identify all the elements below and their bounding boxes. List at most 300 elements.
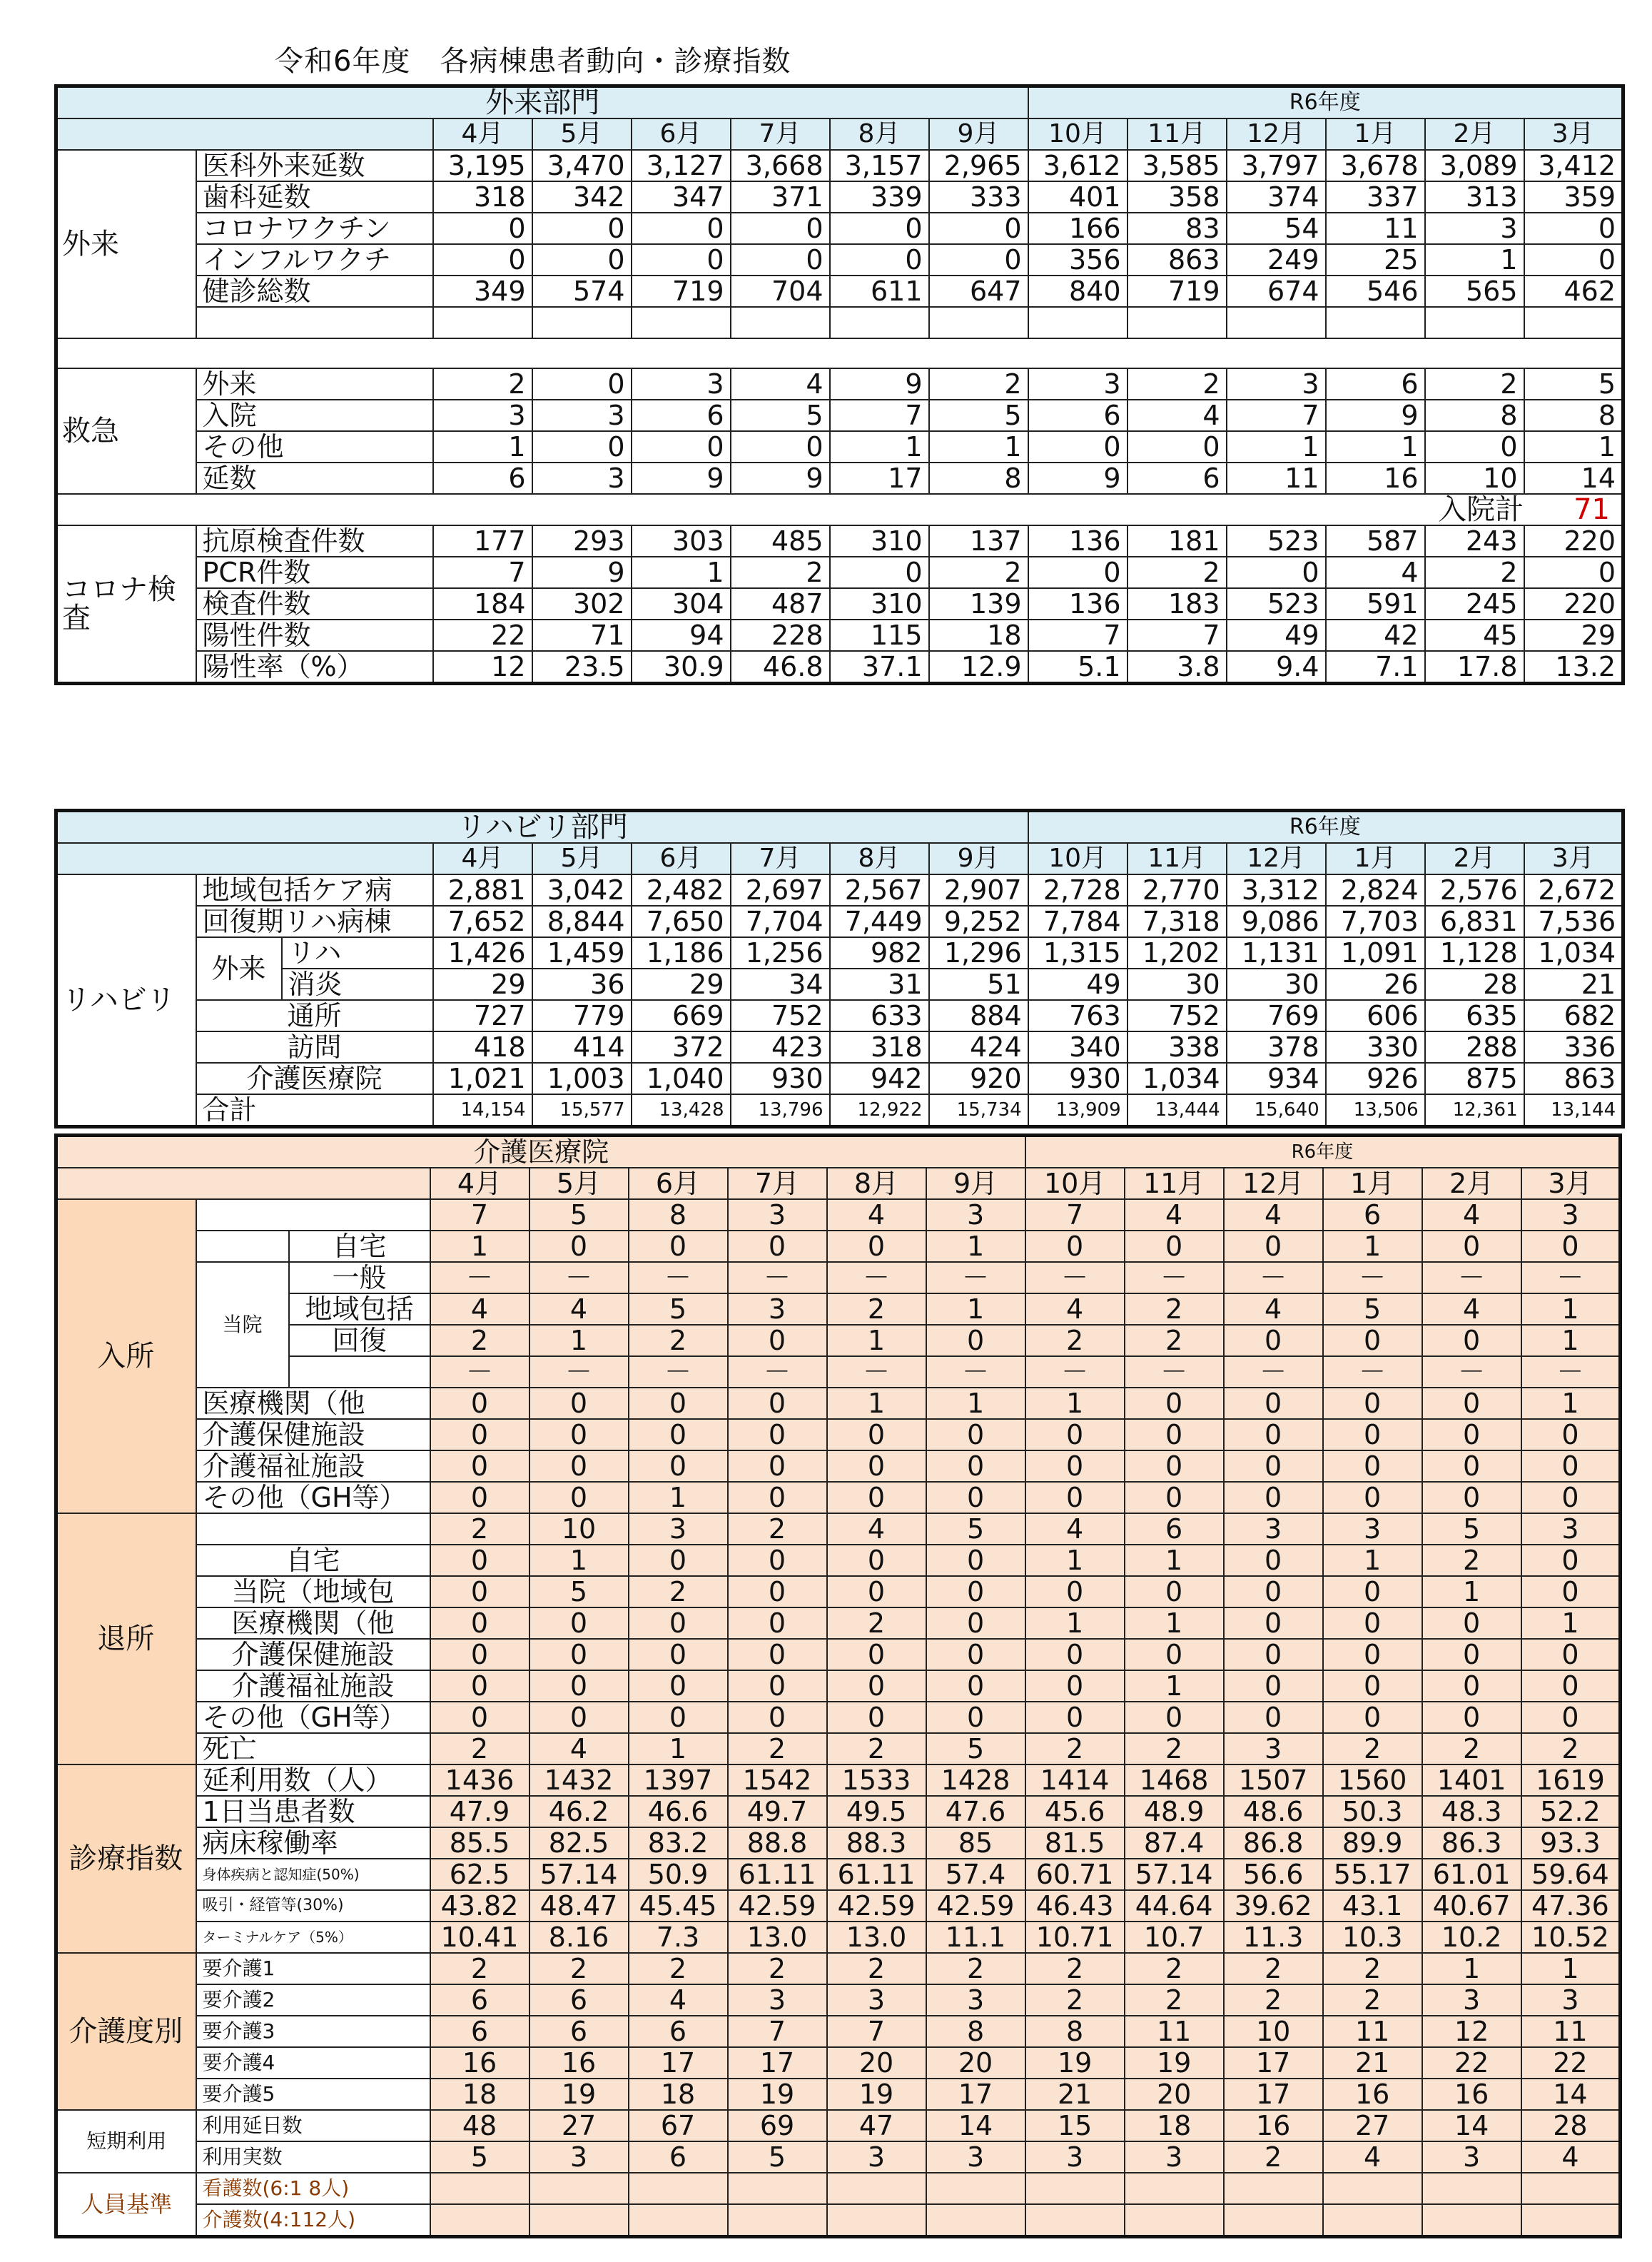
value-cell: 6 — [632, 400, 731, 431]
blank-cell — [1425, 307, 1524, 338]
row-label: 身体疾病と認知症(50%) — [196, 1859, 430, 1890]
value-cell: 9.4 — [1227, 651, 1326, 684]
value-cell: 1 — [433, 431, 532, 463]
value-cell: 0 — [529, 1388, 629, 1419]
value-cell — [1521, 2204, 1621, 2237]
value-cell: 177 — [433, 525, 532, 557]
value-cell: 8 — [1425, 400, 1524, 431]
value-cell: 0 — [1125, 1639, 1224, 1670]
value-cell: 1 — [929, 431, 1028, 463]
value-cell: 5 — [529, 1199, 629, 1231]
value-cell: 5 — [926, 1733, 1025, 1764]
group-label-discharge: 退所 — [56, 1513, 196, 1764]
value-cell: 1 — [1025, 1388, 1125, 1419]
value-cell: 7,650 — [632, 906, 731, 937]
value-cell: 14 — [1524, 463, 1623, 494]
value-cell: 2 — [529, 1953, 629, 1984]
value-cell: 69 — [728, 2110, 827, 2141]
value-cell: 3 — [926, 2141, 1025, 2173]
value-cell: 1401 — [1422, 1764, 1521, 1796]
value-cell: 83 — [1127, 213, 1227, 244]
value-cell: 318 — [433, 181, 532, 213]
row-label: その他 — [196, 431, 433, 463]
table-row — [56, 1063, 1623, 1094]
row-label: 延数 — [196, 463, 433, 494]
value-cell: 2 — [926, 1953, 1025, 1984]
value-cell: 0 — [1422, 1419, 1521, 1450]
group-label-emergency: 救急 — [56, 368, 196, 494]
value-cell: 1,186 — [632, 937, 731, 969]
table-row — [56, 2204, 1621, 2237]
value-cell — [728, 2204, 827, 2237]
month-header: 7月 — [728, 1168, 827, 1199]
value-cell: － — [1422, 1262, 1521, 1293]
fiscal-year-label: R6年度 — [1028, 811, 1623, 844]
value-cell: 17 — [830, 463, 929, 494]
value-cell: 1 — [1323, 1231, 1422, 1262]
value-cell: 0 — [1524, 557, 1623, 588]
value-cell: 49 — [1028, 969, 1127, 1000]
value-cell: 0 — [629, 1388, 728, 1419]
value-cell: 1,034 — [1524, 937, 1623, 969]
value-cell: 587 — [1326, 525, 1425, 557]
value-cell: 22 — [433, 620, 532, 651]
value-cell: 3 — [532, 400, 632, 431]
value-cell: － — [430, 1262, 529, 1293]
value-cell: 13.2 — [1524, 651, 1623, 684]
value-cell: 310 — [830, 588, 929, 620]
value-cell: 0 — [430, 1639, 529, 1670]
value-cell: 166 — [1028, 213, 1127, 244]
value-cell: 372 — [632, 1031, 731, 1063]
value-cell: 0 — [529, 1607, 629, 1639]
value-cell: 0 — [1524, 244, 1623, 276]
table-row — [56, 1639, 1621, 1670]
value-cell: 11 — [1323, 2016, 1422, 2047]
value-cell: 181 — [1127, 525, 1227, 557]
value-cell: 7.3 — [629, 1922, 728, 1953]
value-cell: 0 — [827, 1576, 926, 1607]
value-cell: 39.62 — [1224, 1890, 1323, 1922]
value-cell: 0 — [532, 213, 632, 244]
value-cell: 4 — [1326, 557, 1425, 588]
value-cell: 378 — [1227, 1031, 1326, 1063]
value-cell — [1125, 2204, 1224, 2237]
value-cell: 485 — [731, 525, 830, 557]
value-cell: 3 — [1025, 2141, 1125, 2173]
value-cell: 10.71 — [1025, 1922, 1125, 1953]
value-cell: 136 — [1028, 525, 1127, 557]
row-label: 介護医療院 — [196, 1063, 433, 1094]
table-row — [56, 368, 1623, 400]
value-cell: 0 — [529, 1670, 629, 1702]
value-cell: 4 — [1323, 2141, 1422, 2173]
value-cell: 49 — [1227, 620, 1326, 651]
value-cell: 1 — [1521, 1325, 1621, 1356]
value-cell: 2,672 — [1524, 874, 1623, 906]
value-cell: 0 — [430, 1670, 529, 1702]
value-cell: 1 — [529, 1325, 629, 1356]
month-header: 3月 — [1524, 118, 1623, 150]
value-cell: 0 — [1425, 431, 1524, 463]
value-cell: 17 — [1224, 2079, 1323, 2110]
table-row — [56, 1031, 1623, 1063]
value-cell — [629, 2204, 728, 2237]
value-cell: 2,728 — [1028, 874, 1127, 906]
value-cell: 0 — [1025, 1419, 1125, 1450]
value-cell: 2 — [430, 1325, 529, 1356]
value-cell: 2 — [827, 1953, 926, 1984]
group-label-short-stay: 短期利用 — [56, 2110, 196, 2173]
value-cell: 220 — [1524, 588, 1623, 620]
row-label: 陽性率（%） — [196, 651, 433, 684]
value-cell — [926, 2204, 1025, 2237]
value-cell: 21 — [1524, 969, 1623, 1000]
value-cell: 10.2 — [1422, 1922, 1521, 1953]
value-cell: 9 — [1028, 463, 1127, 494]
group-label-indices: 診療指数 — [56, 1764, 196, 1953]
value-cell: 5 — [728, 2141, 827, 2173]
value-cell: 23.5 — [532, 651, 632, 684]
table-row — [56, 1000, 1623, 1031]
value-cell: 1542 — [728, 1764, 827, 1796]
value-cell: 88.3 — [827, 1827, 926, 1859]
value-cell: 2 — [1125, 1733, 1224, 1764]
value-cell: 2 — [1127, 557, 1227, 588]
value-cell: 3 — [926, 1984, 1025, 2016]
total-value: 13,506 — [1326, 1094, 1425, 1127]
value-cell: 2 — [728, 1513, 827, 1545]
month-header: 1月 — [1323, 1168, 1422, 1199]
month-header: 9月 — [929, 843, 1028, 874]
value-cell: 10.41 — [430, 1922, 529, 1953]
value-cell: 424 — [929, 1031, 1028, 1063]
row-label: 歯科延数 — [196, 181, 433, 213]
value-cell: 4 — [1025, 1293, 1125, 1325]
month-header: 4月 — [433, 843, 532, 874]
value-cell: 763 — [1028, 1000, 1127, 1031]
table-row — [56, 213, 1623, 244]
value-cell: 6 — [1028, 400, 1127, 431]
value-cell: 0 — [1125, 1231, 1224, 1262]
table-row — [56, 1984, 1621, 2016]
table-row — [56, 150, 1623, 181]
group-label-admission: 入所 — [56, 1199, 196, 1513]
value-cell: 423 — [731, 1031, 830, 1063]
total-value: 14,154 — [433, 1094, 532, 1127]
value-cell: 0 — [728, 1450, 827, 1482]
value-cell: － — [1025, 1262, 1125, 1293]
row-label: 健診総数 — [196, 276, 433, 307]
value-cell: 0 — [731, 213, 830, 244]
value-cell: 4 — [1521, 2141, 1621, 2173]
value-cell: 0 — [1224, 1388, 1323, 1419]
row-label: 医療機関（他 — [196, 1388, 430, 1419]
value-cell: 2 — [1521, 1733, 1621, 1764]
value-cell: 3 — [1125, 2141, 1224, 2173]
value-cell: 727 — [433, 1000, 532, 1031]
value-cell: 9 — [830, 368, 929, 400]
value-cell: 49.5 — [827, 1796, 926, 1827]
month-header: 9月 — [929, 118, 1028, 150]
value-cell: 1 — [1425, 244, 1524, 276]
value-cell: 10.3 — [1323, 1922, 1422, 1953]
value-cell: 0 — [728, 1576, 827, 1607]
value-cell: 7 — [1227, 400, 1326, 431]
table-row — [56, 1733, 1621, 1764]
value-cell: 2 — [430, 1513, 529, 1545]
value-cell: 3 — [926, 1199, 1025, 1231]
value-cell: 2 — [728, 1733, 827, 1764]
value-cell: 6 — [1127, 463, 1227, 494]
value-cell: 3,612 — [1028, 150, 1127, 181]
value-cell: 338 — [1127, 1031, 1227, 1063]
value-cell: 0 — [926, 1607, 1025, 1639]
table-row — [56, 1325, 1621, 1356]
value-cell: 3 — [529, 2141, 629, 2173]
value-cell: 0 — [827, 1231, 926, 1262]
value-cell: 48.6 — [1224, 1796, 1323, 1827]
value-cell: 1 — [629, 1482, 728, 1513]
value-cell: 288 — [1425, 1031, 1524, 1063]
value-cell: 86.8 — [1224, 1827, 1323, 1859]
value-cell: 7,652 — [433, 906, 532, 937]
month-header: 2月 — [1422, 1168, 1521, 1199]
value-cell: 0 — [1521, 1545, 1621, 1576]
value-cell: 6 — [430, 2016, 529, 2047]
value-cell: 0 — [728, 1482, 827, 1513]
value-cell: 0 — [728, 1388, 827, 1419]
row-label: 1日当患者数 — [196, 1796, 430, 1827]
total-value: 15,734 — [929, 1094, 1028, 1127]
value-cell: 0 — [926, 1450, 1025, 1482]
table-row — [56, 181, 1623, 213]
value-cell: 59.64 — [1521, 1859, 1621, 1890]
value-cell: 0 — [430, 1545, 529, 1576]
value-cell: 10 — [1425, 463, 1524, 494]
value-cell: 6 — [430, 1984, 529, 2016]
month-header: 5月 — [529, 1168, 629, 1199]
fiscal-year-label: R6年度 — [1025, 1136, 1621, 1168]
value-cell: 1,202 — [1127, 937, 1227, 969]
section-title: 介護医療院 — [56, 1136, 1025, 1168]
table-row — [56, 2079, 1621, 2110]
value-cell: 611 — [830, 276, 929, 307]
month-header-row — [56, 843, 1623, 874]
table-row — [56, 1607, 1621, 1639]
value-cell: 29 — [433, 969, 532, 1000]
value-cell: 14 — [1521, 2079, 1621, 2110]
value-cell: 7 — [430, 1199, 529, 1231]
value-cell: 18 — [929, 620, 1028, 651]
value-cell: 6 — [1125, 1513, 1224, 1545]
value-cell: 0 — [728, 1419, 827, 1450]
row-label: リハ — [282, 937, 433, 969]
header-blank — [56, 118, 433, 150]
value-cell: 14 — [926, 2110, 1025, 2141]
admission-total-value: 71 — [1574, 494, 1610, 525]
row-label: 当院（地域包 — [196, 1576, 430, 1607]
value-cell: 0 — [629, 1419, 728, 1450]
value-cell: 8 — [1025, 2016, 1125, 2047]
value-cell: 71 — [532, 620, 632, 651]
value-cell: 0 — [532, 431, 632, 463]
value-cell: 184 — [433, 588, 532, 620]
value-cell: 3,585 — [1127, 150, 1227, 181]
value-cell: 0 — [1521, 1702, 1621, 1733]
value-cell: 44.64 — [1125, 1890, 1224, 1922]
row-label: 要介護3 — [196, 2016, 430, 2047]
value-cell: 0 — [1521, 1419, 1621, 1450]
value-cell: 342 — [532, 181, 632, 213]
total-value: 13,909 — [1028, 1094, 1127, 1127]
row-label: 外来 — [196, 368, 433, 400]
value-cell: 48 — [430, 2110, 529, 2141]
month-header: 12月 — [1227, 118, 1326, 150]
value-cell: 0 — [1125, 1419, 1224, 1450]
value-cell: 4 — [1224, 1199, 1323, 1231]
value-cell: 863 — [1524, 1063, 1623, 1094]
value-cell: 884 — [929, 1000, 1028, 1031]
value-cell: 22 — [1422, 2047, 1521, 2079]
table-row — [56, 1576, 1621, 1607]
row-label: 検査件数 — [196, 588, 433, 620]
blank-cell — [1127, 307, 1227, 338]
value-cell: 0 — [1422, 1482, 1521, 1513]
blank-row — [56, 307, 1623, 338]
table-row — [56, 2047, 1621, 2079]
value-cell: 249 — [1227, 244, 1326, 276]
blank-cell — [731, 307, 830, 338]
value-cell: 9 — [632, 463, 731, 494]
table-row — [56, 1388, 1621, 1419]
table-row — [56, 2173, 1621, 2204]
table-row — [56, 2016, 1621, 2047]
value-cell: 18 — [1125, 2110, 1224, 2141]
value-cell: － — [529, 1356, 629, 1388]
value-cell: 2 — [827, 1733, 926, 1764]
month-header: 11月 — [1127, 843, 1227, 874]
value-cell: 18 — [629, 2079, 728, 2110]
value-cell: 47.9 — [430, 1796, 529, 1827]
month-header: 2月 — [1425, 118, 1524, 150]
value-cell: 0 — [926, 1576, 1025, 1607]
value-cell: 9,086 — [1227, 906, 1326, 937]
value-cell: 1,426 — [433, 937, 532, 969]
value-cell: 0 — [430, 1482, 529, 1513]
value-cell: 1619 — [1521, 1764, 1621, 1796]
total-row — [56, 1094, 1623, 1127]
value-cell: 3 — [1422, 1984, 1521, 2016]
value-cell: － — [926, 1356, 1025, 1388]
value-cell: 139 — [929, 588, 1028, 620]
value-cell: 3.8 — [1127, 651, 1227, 684]
value-cell: 0 — [1521, 1670, 1621, 1702]
blank-cell — [196, 1513, 430, 1545]
value-cell: 1 — [830, 431, 929, 463]
value-cell: 0 — [1422, 1607, 1521, 1639]
value-cell: 5 — [731, 400, 830, 431]
value-cell: 0 — [629, 1639, 728, 1670]
table-row — [56, 1890, 1621, 1922]
value-cell: 3,412 — [1524, 150, 1623, 181]
value-cell: 339 — [830, 181, 929, 213]
table-row — [56, 1796, 1621, 1827]
value-cell — [430, 2204, 529, 2237]
value-cell — [529, 2173, 629, 2204]
month-header: 6月 — [632, 118, 731, 150]
value-cell: 0 — [728, 1639, 827, 1670]
value-cell: 50.9 — [629, 1859, 728, 1890]
value-cell: 0 — [1028, 557, 1127, 588]
row-label: 介護福祉施設 — [196, 1450, 430, 1482]
value-cell: 7.1 — [1326, 651, 1425, 684]
value-cell: 89.9 — [1323, 1827, 1422, 1859]
value-cell: 2 — [1125, 1984, 1224, 2016]
hospital-label: 当院 — [196, 1262, 289, 1388]
value-cell: 0 — [1323, 1576, 1422, 1607]
value-cell: 3 — [827, 1984, 926, 2016]
value-cell: 769 — [1227, 1000, 1326, 1031]
value-cell: 752 — [1127, 1000, 1227, 1031]
value-cell: 1 — [1227, 431, 1326, 463]
value-cell — [1224, 2204, 1323, 2237]
value-cell: 4 — [529, 1293, 629, 1325]
value-cell: 2,881 — [433, 874, 532, 906]
value-cell: 19 — [1125, 2047, 1224, 2079]
value-cell: 29 — [632, 969, 731, 1000]
value-cell: 0 — [926, 1325, 1025, 1356]
value-cell: 0 — [1422, 1639, 1521, 1670]
value-cell: 18 — [430, 2079, 529, 2110]
value-cell: 930 — [1028, 1063, 1127, 1094]
value-cell: 42.59 — [827, 1890, 926, 1922]
value-cell: 54 — [1227, 213, 1326, 244]
value-cell: 0 — [529, 1482, 629, 1513]
value-cell: 546 — [1326, 276, 1425, 307]
value-cell: 0 — [632, 431, 731, 463]
value-cell: 2,482 — [632, 874, 731, 906]
value-cell: 302 — [532, 588, 632, 620]
row-label: 自宅 — [196, 1545, 430, 1576]
value-cell — [728, 2173, 827, 2204]
value-cell: 26 — [1326, 969, 1425, 1000]
month-header: 8月 — [830, 843, 929, 874]
value-cell: 48.3 — [1422, 1796, 1521, 1827]
value-cell: 0 — [827, 1482, 926, 1513]
value-cell: 0 — [1224, 1450, 1323, 1482]
value-cell: 1507 — [1224, 1764, 1323, 1796]
value-cell: 1 — [926, 1231, 1025, 1262]
value-cell: 0 — [1025, 1450, 1125, 1482]
value-cell: 6 — [433, 463, 532, 494]
value-cell: 17 — [926, 2079, 1025, 2110]
value-cell: 0 — [1422, 1325, 1521, 1356]
value-cell: 19 — [728, 2079, 827, 2110]
value-cell: 0 — [926, 1670, 1025, 1702]
value-cell: 0 — [1323, 1607, 1422, 1639]
value-cell: 347 — [632, 181, 731, 213]
blank-cell — [1326, 307, 1425, 338]
value-cell: 3,195 — [433, 150, 532, 181]
value-cell: 30.9 — [632, 651, 731, 684]
value-cell: 3 — [728, 1199, 827, 1231]
value-cell: 0 — [1521, 1231, 1621, 1262]
value-cell: 47 — [827, 2110, 926, 2141]
rehab-table — [54, 809, 1625, 1129]
value-cell: 7 — [728, 2016, 827, 2047]
value-cell: 11 — [1521, 2016, 1621, 2047]
